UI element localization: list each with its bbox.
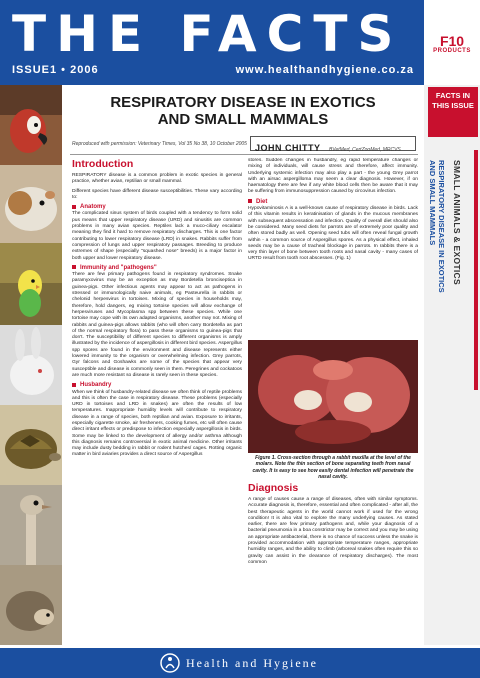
diet-heading: Diet bbox=[248, 199, 418, 205]
anatomy-heading: Anatomy bbox=[72, 204, 242, 210]
introduction-heading: Introduction bbox=[72, 158, 134, 170]
immunity-paragraph: There are few primary pathogens found in respiratory syndromes. Snake paramyxovirus may be an exception as may Bordetella bronciseptica in guinea-pigs. Other infectious agents may appear to act as pathogens in stressed or immunologically naive animals, eg Pasteurella in rabbits or chelonid herpesvirus in tortoises. Mixing of species in households may, therefore, hold dangers, eg mixing tortoise species will allow exchange of herpesviruses and Mycoplasma spp between these species. While one tortoise may cope with its own adapted organisms, another may not. Mixing of rabbits and guinea-pigs allows rabbits (who will often carry Bordetella as part of the normal respiratory flora) to pass these organisms to guinea-pigs that don't. The susceptibility of different species to different organisms is amply illustrated by the incidence of aspergillosis in different bird species. Aspergillus spp spores are found in the environment and disease represents either lowered immunity to the organism or overwhelming infection. Grey parrots, Gyr falcons and Goshawks are some of the species that appear very susceptible and disease is commonly seen in them. Peregrines and cockatoos are much more resistant so disease is rarely seen in these species. bbox=[72, 272, 242, 378]
rabbit-photo bbox=[0, 325, 62, 405]
photo-strip bbox=[0, 85, 62, 645]
tortoise-photo bbox=[0, 405, 62, 485]
title-divider bbox=[70, 154, 418, 155]
bullet-icon bbox=[72, 205, 76, 209]
intro-paragraph-2: Different species have different disease susceptibilities. These vary according to: bbox=[72, 188, 242, 200]
stores-paragraph: stores. Sudden changes in husbandry, eg rapid temperature changes or mixing of individuals, will cause stress and therefore, affect immunity. Underlying systemic infection may also play a part - the young Grey parrot with an airsac aspergilloma may seem a clear diagnosis. However, if on haematology there are few if any white blood cells then be aware that it may be suffering from immunosuppression caused by circovirus infection. bbox=[248, 158, 418, 195]
author-credentials: BVetMed, CertZooMed, MRCVS bbox=[328, 147, 401, 153]
husbandry-heading: Husbandry bbox=[72, 382, 242, 388]
website-link[interactable]: www.healthandhygiene.co.za bbox=[235, 64, 414, 76]
immunity-heading: Immunity and "pathogens" bbox=[72, 265, 242, 271]
budgie-photo bbox=[0, 243, 62, 325]
bullet-icon bbox=[72, 383, 76, 387]
article-column-right bbox=[248, 158, 418, 338]
author-name: JOHN CHITTY bbox=[255, 143, 321, 153]
facts-in-this-issue-tag: FACTS IN THIS ISSUE bbox=[428, 87, 478, 137]
anatomy-paragraph: The complicated sinus system of birds coupled with a tendency to form solid pus means that upper respiratory disease (URD) and sinusitis are common problems in many avian species. Reptiles lack a muco-ciliary escalator meaning they find it hard to remove respiratory discharges. This is one factor contributing to lower respiratory disease (LRD) in snakes. Rabbits suffer from compression of lungs and upper respiratory passages. Breeding to produce extremes of shape (especially "squashed nose" breeds) is a major factor in both upper and lower respiratory disease. bbox=[72, 211, 242, 261]
guinea-pig-photo bbox=[0, 165, 62, 243]
diagnosis-section bbox=[248, 482, 418, 632]
diagnosis-heading: Diagnosis bbox=[248, 482, 299, 494]
diagnosis-paragraph: A range of causes cause a range of diseases, often with similar symptoms. Accurate diagnosis is, therefore, essential and often complicated - after all, the best therapeutic agents in the world cannot work if used for the wrong condition! It is also vital to explore the many underlying causes. As stated earlier, there are few primary pathogens and, while your diagnosis of a bacterial pneumonia in a boa constrictor may be correct and you may be using an appropriate antibacterial, there is no chance of success unless the snake is provided accommodation with appropriate temperature ranges, appropriate humidity ranges, and the ability to climb (arboreal snakes often require this so gravity can assist in the clearance of respiratory discharges). The most common bbox=[248, 497, 418, 565]
figure-caption: Figure 1. Cross-section through a rabbit maxilla at the level of the molars. Note the thin section of bone separating teeth from nasal cavity. It is easy to see how easily dental infection will penetrate the nasal cavity. bbox=[252, 455, 414, 481]
author-box bbox=[250, 136, 416, 151]
masthead-title: THE FACTS bbox=[12, 5, 404, 63]
issue-label: ISSUE1 • 2006 bbox=[12, 64, 99, 76]
sidebar-accent-bar bbox=[474, 150, 478, 390]
article-title: RESPIRATORY DISEASE IN EXOTICS AND SMALL MAMMALS bbox=[110, 94, 376, 128]
bullet-icon bbox=[248, 199, 252, 203]
hedgehog-photo bbox=[0, 565, 62, 645]
intro-paragraph-1: RESPIRATORY disease is a common problem in exotic species in general practice, whether avian, reptilian or small mammal. bbox=[72, 173, 242, 185]
header-banner bbox=[0, 0, 424, 85]
ostrich-photo bbox=[0, 485, 62, 565]
rabbit-maxilla-figure bbox=[248, 340, 418, 453]
sidebar-section-title: SMALL ANIMALS & EXOTICS bbox=[452, 160, 462, 285]
diet-paragraph: Hypovitaminosis A is a well-known cause of respiratory disease in birds. Lack of this vitamin results in keratinisation of glands in the mucous membranes with subsequent abscessation and infection. Quality of overall diet should also be considered. Many seed diets for parrots are of extremely poor quality and often stored badly as well. Opening seed tubs will often reveal fungal growth within - a common source of Aspergillus spores. As a physical effect, inhaled seeds may be a cause of tracheal blockage in parrots. In rabbits there is a very thin layer of bone between tooth roots and nasal cavity - many cases of URTD result from tooth root abscesses. (Fig. 1) bbox=[248, 206, 418, 262]
macaw-photo bbox=[0, 85, 62, 165]
health-hygiene-logo-icon bbox=[160, 653, 180, 673]
reproduction-note: Reproduced with permission: Veterinary Times, Vol 35 No 38, 10 October 2005 bbox=[72, 141, 247, 147]
bullet-icon bbox=[72, 265, 76, 269]
article-column-left bbox=[72, 158, 242, 628]
footer-brand: Health and Hygiene bbox=[186, 656, 318, 670]
sidebar-topic: RESPIRATORY DISEASE IN EXOTICS AND SMALL MAMMALS bbox=[428, 160, 446, 293]
husbandry-paragraph: When we think of husbandry-related disease we often think of reptile problems and this is often the case in respiratory disease. These problems (especially URD in tortoises and LRD in snakes) are often the results of low temperatures. Inappropriate humidity levels will contribute to respiratory disease in a range of species, both reptilian and avian. Exposure to irritants, especially cigarette smoke, air fresheners, cooking fumes, etc will often cause direct irritant effects or predispose to infection especially aspergillosis in birds. Some may be linked to the development of allergy and/or asthma although this diagnosis remains controversial in exotic animal medicine. Other irritants may include dusty bedding in rabbit or rodent hutches/ cages. Rotting organic matter in bird aviaries provides a direct source of Aspergillus bbox=[72, 389, 242, 458]
f10-logo: F10 PRODUCTS bbox=[433, 33, 471, 54]
